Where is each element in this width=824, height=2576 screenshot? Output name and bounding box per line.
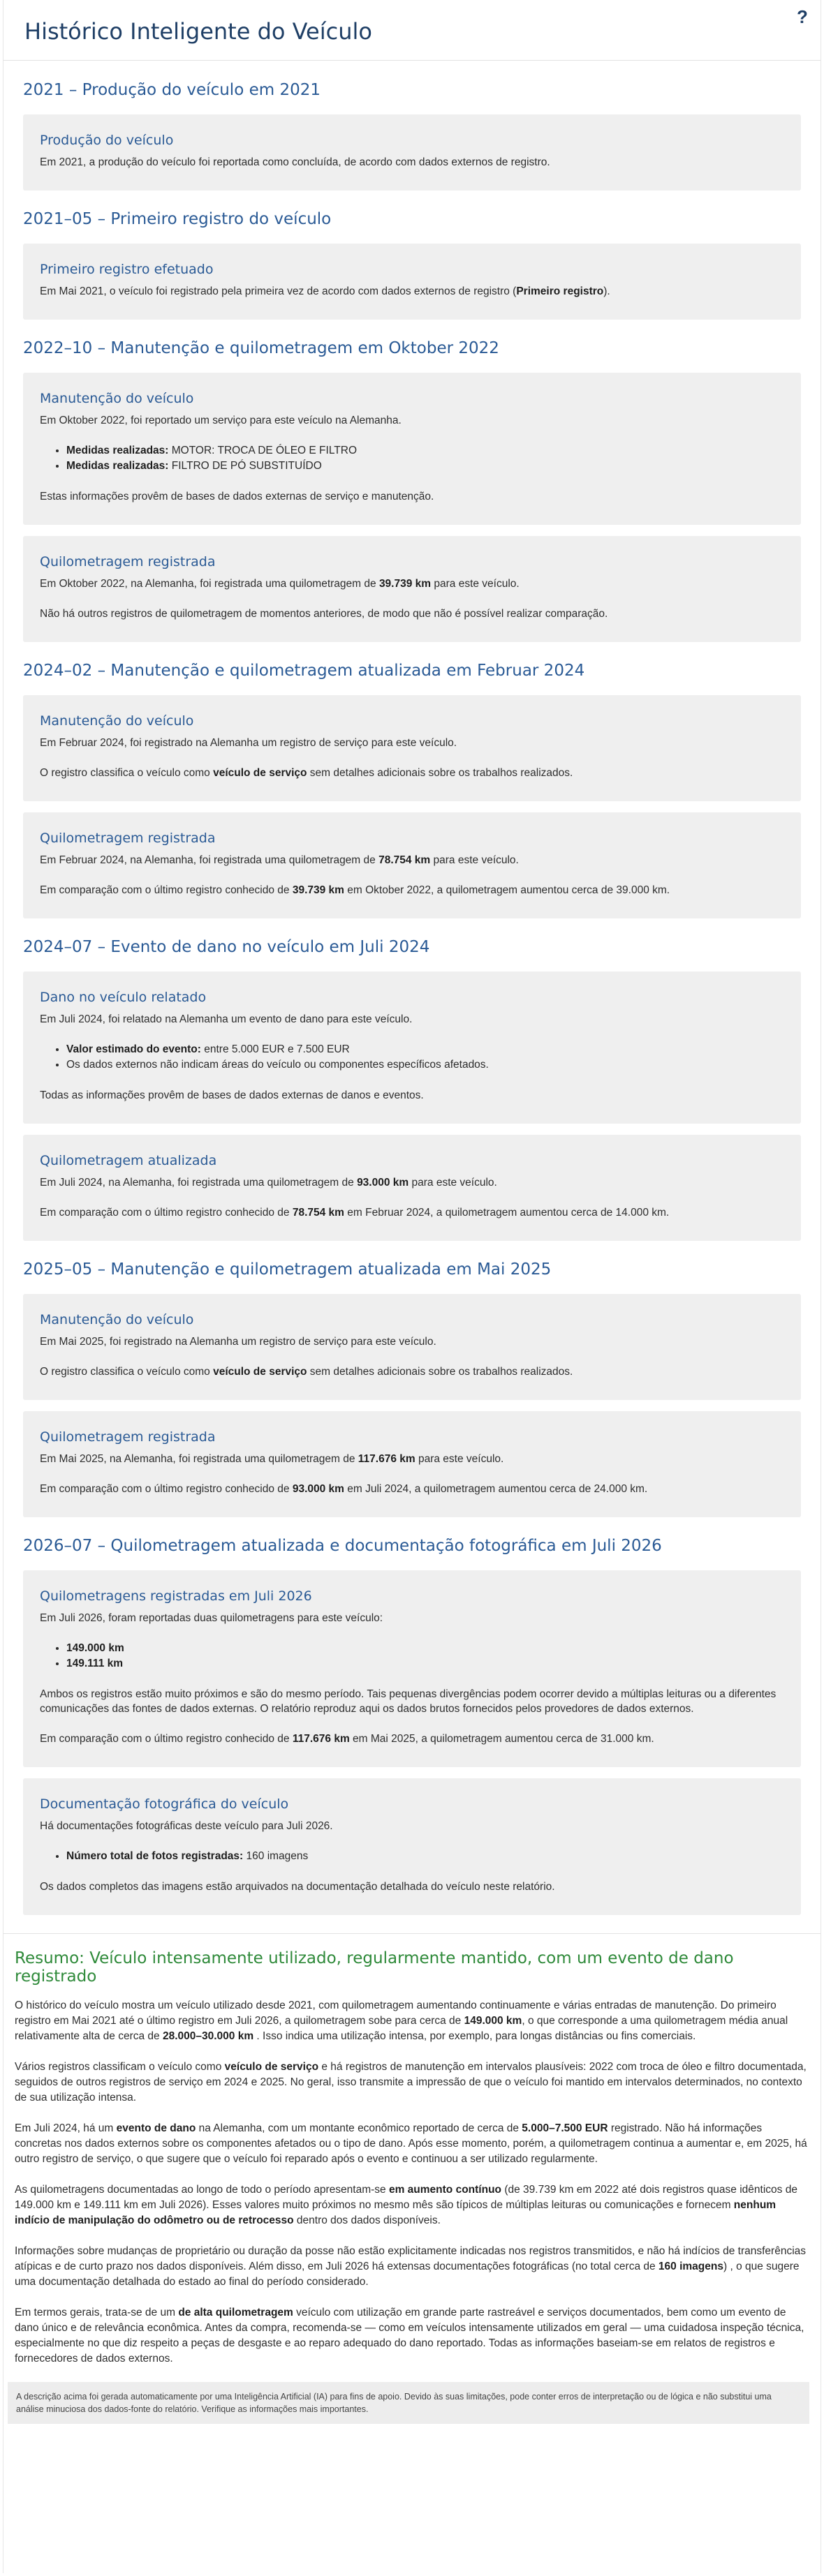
detail-list-item: • Número total de fotos registradas: 160 imagens xyxy=(66,1849,784,1864)
summary-title: Resumo: Veículo intensamente utilizado, regularmente mantido, com um evento de dano registrado xyxy=(15,1949,734,1986)
summary-paragraph: Informações sobre mudanças de proprietário ou duração da posse não estão explicitamente indicadas nos registros transmitidos, e não há indícios de transferências atípicas e de curto prazo nos dados disponíveis. Além disso, em Juli 2026 há extensas documentações fotográficas (no total cerca de 160 imagens) , o que sugere uma documentação detalhada do estado ao final do período considerado. xyxy=(15,2245,807,2288)
card-text: Em Oktober 2022, na Alemanha, foi registrada uma quilometragem de 39.739 km para este veículo. xyxy=(40,578,520,590)
section-title: 2021–05 – Primeiro registro do veículo xyxy=(23,210,332,228)
card-title: Quilometragem registrada xyxy=(40,1429,216,1445)
card-title: Quilometragem registrada xyxy=(40,554,216,569)
section-title: 2025–05 – Manutenção e quilometragem atualizada em Mai 2025 xyxy=(23,1260,552,1279)
card-note: Todas as informações provêm de bases de dados externas de danos e eventos. xyxy=(40,1089,424,1101)
header-bar xyxy=(3,0,821,61)
event-card xyxy=(23,971,801,1124)
section-title: 2024–07 – Evento de dano no veículo em Juli 2024 xyxy=(23,938,430,956)
event-card xyxy=(23,536,801,642)
section-title: 2026–07 – Quilometragem atualizada e documentação fotográfica em Juli 2026 xyxy=(23,1537,662,1555)
event-card xyxy=(23,695,801,801)
card-text: Em Mai 2021, o veículo foi registrado pela primeira vez de acordo com dados externos de registro (Primeiro registro). xyxy=(40,285,610,297)
card-title: Documentação fotográfica do veículo xyxy=(40,1796,289,1812)
summary-paragraph: Em Juli 2024, há um evento de dano na Alemanha, com um montante econômico reportado de cerca de 5.000–7.500 EUR registrado. Não há informações concretas nos dados externos sobre os componentes afetados ou o tipo de dano. Após esse momento, porém, a quilometragem continua a aumentar e, em 2025, há outro registro de serviço, o que sugere que o veículo foi reparado após o evento e continuou a ser utilizado regularmente. xyxy=(15,2122,807,2165)
card-text: Em comparação com o último registro conhecido de 39.739 km em Oktober 2022, a quilometragem aumentou cerca de 39.000 km. xyxy=(40,884,670,896)
section-title: 2021 – Produção do veículo em 2021 xyxy=(23,81,321,99)
card-text: Em comparação com o último registro conhecido de 93.000 km em Juli 2024, a quilometragem aumentou cerca de 24.000 km. xyxy=(40,1483,648,1495)
card-title: Manutenção do veículo xyxy=(40,713,194,729)
card-text: Em Mai 2025, foi registrado na Alemanha um registro de serviço para este veículo. xyxy=(40,1336,436,1348)
summary-paragraph: O histórico do veículo mostra um veículo utilizado desde 2021, com quilometragem aumentando continuamente e várias entradas de manutenção. Do primeiro registro em Mai 2021 até o último registro em Juli 2026, a quilometragem sobe para cerca de 149.000 km, o que corresponde a uma quilometragem média anual relativamente alta de cerca de 28.000–30.000 km . Isso indica uma utilização intensa, por exemplo, para longas distâncias ou fins comerciais. xyxy=(15,2000,788,2042)
card-text: Em Juli 2026, foram reportadas duas quilometragens para este veículo: xyxy=(40,1612,383,1624)
card-note: Ambos os registros estão muito próximos e são do mesmo período. Tais pequenas divergências podem ocorrer devido a múltiplas leituras ou a diferentes comunicações das fontes de dados externas. O relatório reproduz aqui os dados brutos fornecidos pelos provedores de dados externos. xyxy=(40,1688,777,1715)
card-title: Quilometragem registrada xyxy=(40,831,216,846)
card-text: Em Oktober 2022, foi reportado um serviço para este veículo na Alemanha. xyxy=(40,415,402,426)
card-text: Em 2021, a produção do veículo foi reportada como concluída, de acordo com dados externos de registro. xyxy=(40,156,550,168)
detail-list-item: • 149.000 km xyxy=(66,1641,784,1656)
event-card xyxy=(23,244,801,320)
event-card xyxy=(23,114,801,191)
section-title: 2022–10 – Manutenção e quilometragem em Oktober 2022 xyxy=(23,339,499,357)
card-note: Em comparação com o último registro conhecido de 117.676 km em Mai 2025, a quilometragem aumentou cerca de 31.000 km. xyxy=(40,1733,654,1745)
page-title: Histórico Inteligente do Veículo xyxy=(24,18,372,45)
timeline xyxy=(3,81,821,1915)
card-title: Dano no veículo relatado xyxy=(40,990,207,1005)
event-card xyxy=(23,1570,801,1767)
card-text: Em Juli 2024, foi relatado na Alemanha um evento de dano para este veículo. xyxy=(40,1013,413,1025)
event-card xyxy=(23,1411,801,1517)
card-title: Manutenção do veículo xyxy=(40,391,194,406)
card-title: Quilometragens registradas em Juli 2026 xyxy=(40,1588,312,1604)
summary-paragraph: Em termos gerais, trata-se de um de alta quilometragem veículo com utilização em grande parte rastreável e serviços documentados, bem como um evento de dano único e de relevância econômica. Antes da compra, recomenda-se — como em veículos intensamente utilizados em geral — uma cuidadosa inspeção técnica, especialmente no que diz respeito a peças de desgaste e ao reparo adequado do dano reportado. Todas as informações baseiam-se em relatos de registros e fornecedores de dados externos. xyxy=(15,2307,804,2365)
detail-list-item: • Os dados externos não indicam áreas do veículo ou componentes específicos afetados. xyxy=(66,1057,784,1073)
detail-list xyxy=(40,1641,784,1672)
report-page xyxy=(3,0,821,2573)
card-title: Quilometragem atualizada xyxy=(40,1153,217,1168)
card-text: O registro classifica o veículo como veículo de serviço sem detalhes adicionais sobre os trabalhos realizados. xyxy=(40,1366,573,1378)
summary-paragraph: Vários registros classificam o veículo como veículo de serviço e há registros de manutenção em intervalos plausíveis: 2022 com troca de óleo e filtro documentada, seguidos de outros registros de serviço em 2024 e 2025. No geral, isso transmite a impressão de que o veículo foi mantido em intervalos determinados, no contexto de sua utilização intensa. xyxy=(15,2061,807,2104)
card-title: Produção do veículo xyxy=(40,133,174,148)
help-icon[interactable]: ? xyxy=(797,6,808,27)
event-card xyxy=(23,1135,801,1241)
summary-section xyxy=(3,1933,821,2367)
event-card xyxy=(23,1294,801,1400)
card-text: Em comparação com o último registro conhecido de 78.754 km em Februar 2024, a quilometragem aumentou cerca de 14.000 km. xyxy=(40,1207,670,1219)
card-text: Em Februar 2024, foi registrado na Alemanha um registro de serviço para este veículo. xyxy=(40,737,457,749)
card-title: Manutenção do veículo xyxy=(40,1312,194,1327)
card-note: Os dados completos das imagens estão arquivados na documentação detalhada do veículo neste relatório. xyxy=(40,1881,555,1893)
card-title: Primeiro registro efetuado xyxy=(40,262,214,277)
detail-list xyxy=(40,1849,784,1864)
summary-body xyxy=(15,1998,809,2367)
section-title: 2024–02 – Manutenção e quilometragem atualizada em Februar 2024 xyxy=(23,662,585,680)
card-text: Em Mai 2025, na Alemanha, foi registrada uma quilometragem de 117.676 km para este veículo. xyxy=(40,1453,504,1465)
summary-paragraph: As quilometragens documentadas ao longo de todo o período apresentam-se em aumento contínuo (de 39.739 km em 2022 até dois registros quase idênticos de 149.000 km e 149.111 km em Juli 2026). Esses valores muito próximos no mesmo mês são típicos de múltiplas leituras ou comunicações e fornecem nenhum indício de manipulação do odômetro ou de retrocesso dentro dos dados disponíveis. xyxy=(15,2184,797,2226)
detail-list xyxy=(40,1042,784,1073)
event-card xyxy=(23,1778,801,1915)
detail-list-item: • Medidas realizadas: MOTOR: TROCA DE ÓLEO E FILTRO xyxy=(66,443,784,459)
ai-disclaimer: A descrição acima foi gerada automaticamente por uma Inteligência Artificial (IA) para fins de apoio. Devido às suas limitações, pode conter erros de interpretação ou de lógica e não substitui uma análise minuciosa dos dados-fonte do relatório. Verifique as informações mais importantes. xyxy=(8,2382,809,2424)
card-text: Em Februar 2024, na Alemanha, foi registrada uma quilometragem de 78.754 km para este veículo. xyxy=(40,854,519,866)
card-text: Há documentações fotográficas deste veículo para Juli 2026. xyxy=(40,1820,333,1832)
card-text: O registro classifica o veículo como veículo de serviço sem detalhes adicionais sobre os trabalhos realizados. xyxy=(40,767,573,779)
card-text: Não há outros registros de quilometragem de momentos anteriores, de modo que não é possível realizar comparação. xyxy=(40,608,608,620)
detail-list-item: • 149.111 km xyxy=(66,1656,784,1672)
event-card xyxy=(23,373,801,525)
detail-list-item: • Valor estimado do evento: entre 5.000 EUR e 7.500 EUR xyxy=(66,1042,784,1057)
card-note: Estas informações provêm de bases de dados externas de serviço e manutenção. xyxy=(40,491,434,502)
detail-list xyxy=(40,443,784,474)
detail-list-item: • Medidas realizadas: FILTRO DE PÓ SUBSTITUÍDO xyxy=(66,459,784,474)
event-card xyxy=(23,812,801,918)
card-text: Em Juli 2024, na Alemanha, foi registrada uma quilometragem de 93.000 km para este veículo. xyxy=(40,1177,497,1189)
